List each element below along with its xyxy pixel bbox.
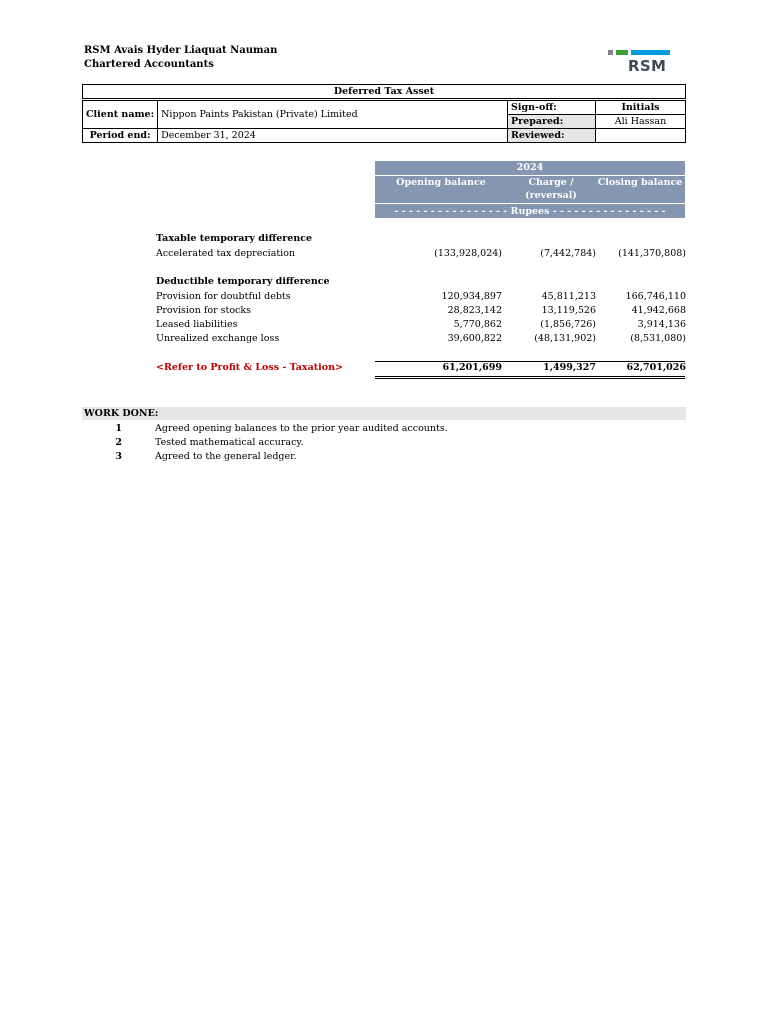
deductible-heading: Deductible temporary difference [156,276,330,287]
period-end-value: December 31, 2024 [158,129,508,143]
opening-value: 5,770,862 [453,319,502,330]
list-item [0,436,768,450]
table-row [0,290,768,304]
closing-value: 41,942,668 [631,305,686,316]
charge-value: (1,856,726) [540,319,596,330]
row-label: Leased liabilities [156,319,238,330]
table-row [0,318,768,332]
total-charge: 1,499,327 [543,362,596,373]
table-row [0,247,768,261]
row-label: Provision for doubtful debts [156,291,291,302]
charge-header-line1: Charge / [528,177,574,188]
item-text: Tested mathematical accuracy. [155,437,304,448]
item-number: 1 [115,423,122,434]
row-label: Unrealized exchange loss [156,333,280,344]
reviewed-label: Reviewed: [508,129,596,143]
closing-value: 166,746,110 [625,291,686,302]
firm-name: RSM Avais Hyder Liaquat Nauman [84,45,278,56]
charge-header [515,176,587,202]
item-number: 2 [115,437,122,448]
closing-balance-header: Closing balance [597,177,683,188]
closing-value: (8,531,080) [630,333,686,344]
logo-text: RSM [628,57,667,75]
page-title: Deferred Tax Asset [82,84,686,99]
taxable-heading: Taxable temporary difference [156,233,313,244]
closing-value: (141,370,808) [618,248,686,259]
deductible-heading-row [0,275,768,289]
initials-label: Initials [596,101,686,115]
profit-loss-reference: <Refer to Profit & Loss - Taxation> [156,362,343,373]
total-row [0,361,768,375]
taxable-heading-row [0,232,768,246]
row-label: Accelerated tax depreciation [156,248,296,259]
total-double-rule-1 [375,376,685,377]
total-closing: 62,701,026 [626,362,686,373]
closing-value: 3,914,136 [637,319,686,330]
header-separator-2 [375,203,685,204]
opening-value: 120,934,897 [441,291,502,302]
item-text: Agreed opening balances to the prior year audited accounts. [155,423,448,434]
year-header: 2024 [516,162,544,173]
prepared-value: Ali Hassan [596,115,686,129]
client-name-label: Client name: [83,101,158,129]
opening-value: 39,600,822 [447,333,502,344]
logo-bar-blue [631,50,670,55]
row-label: Provision for stocks [156,305,251,316]
reviewed-value [596,129,686,143]
prepared-label: Prepared: [508,115,596,129]
charge-value: 13,119,526 [541,305,596,316]
column-header [375,161,685,218]
work-done-heading: WORK DONE: [82,407,686,420]
client-name-value: Nippon Paints Pakistan (Private) Limited [158,101,508,129]
charge-value: (48,131,902) [534,333,596,344]
opening-value: 28,823,142 [447,305,502,316]
rsm-logo [608,50,670,76]
total-opening: 61,201,699 [442,362,502,373]
charge-header-line2: (reversal) [525,190,577,201]
charge-value: 45,811,213 [541,291,596,302]
logo-bar-gray [608,50,613,55]
list-item [0,422,768,436]
logo-bar-green [616,50,628,55]
opening-value: (133,928,024) [434,248,502,259]
units-row: - - - - - - - - - - - - - - - - Rupees - - - - - - - - - - - - - - - - [394,206,666,217]
charge-value: (7,442,784) [540,248,596,259]
list-item [0,450,768,464]
table-row [0,332,768,346]
opening-balance-header: Opening balance [396,177,486,188]
period-end-label: Period end: [83,129,158,143]
total-double-rule-2 [375,378,685,379]
signoff-label: Sign-off: [508,101,596,115]
header-info-table [82,100,686,143]
item-text: Agreed to the general ledger. [155,451,297,462]
item-number: 3 [115,451,122,462]
table-row [0,304,768,318]
firm-subtitle: Chartered Accountants [84,59,214,70]
